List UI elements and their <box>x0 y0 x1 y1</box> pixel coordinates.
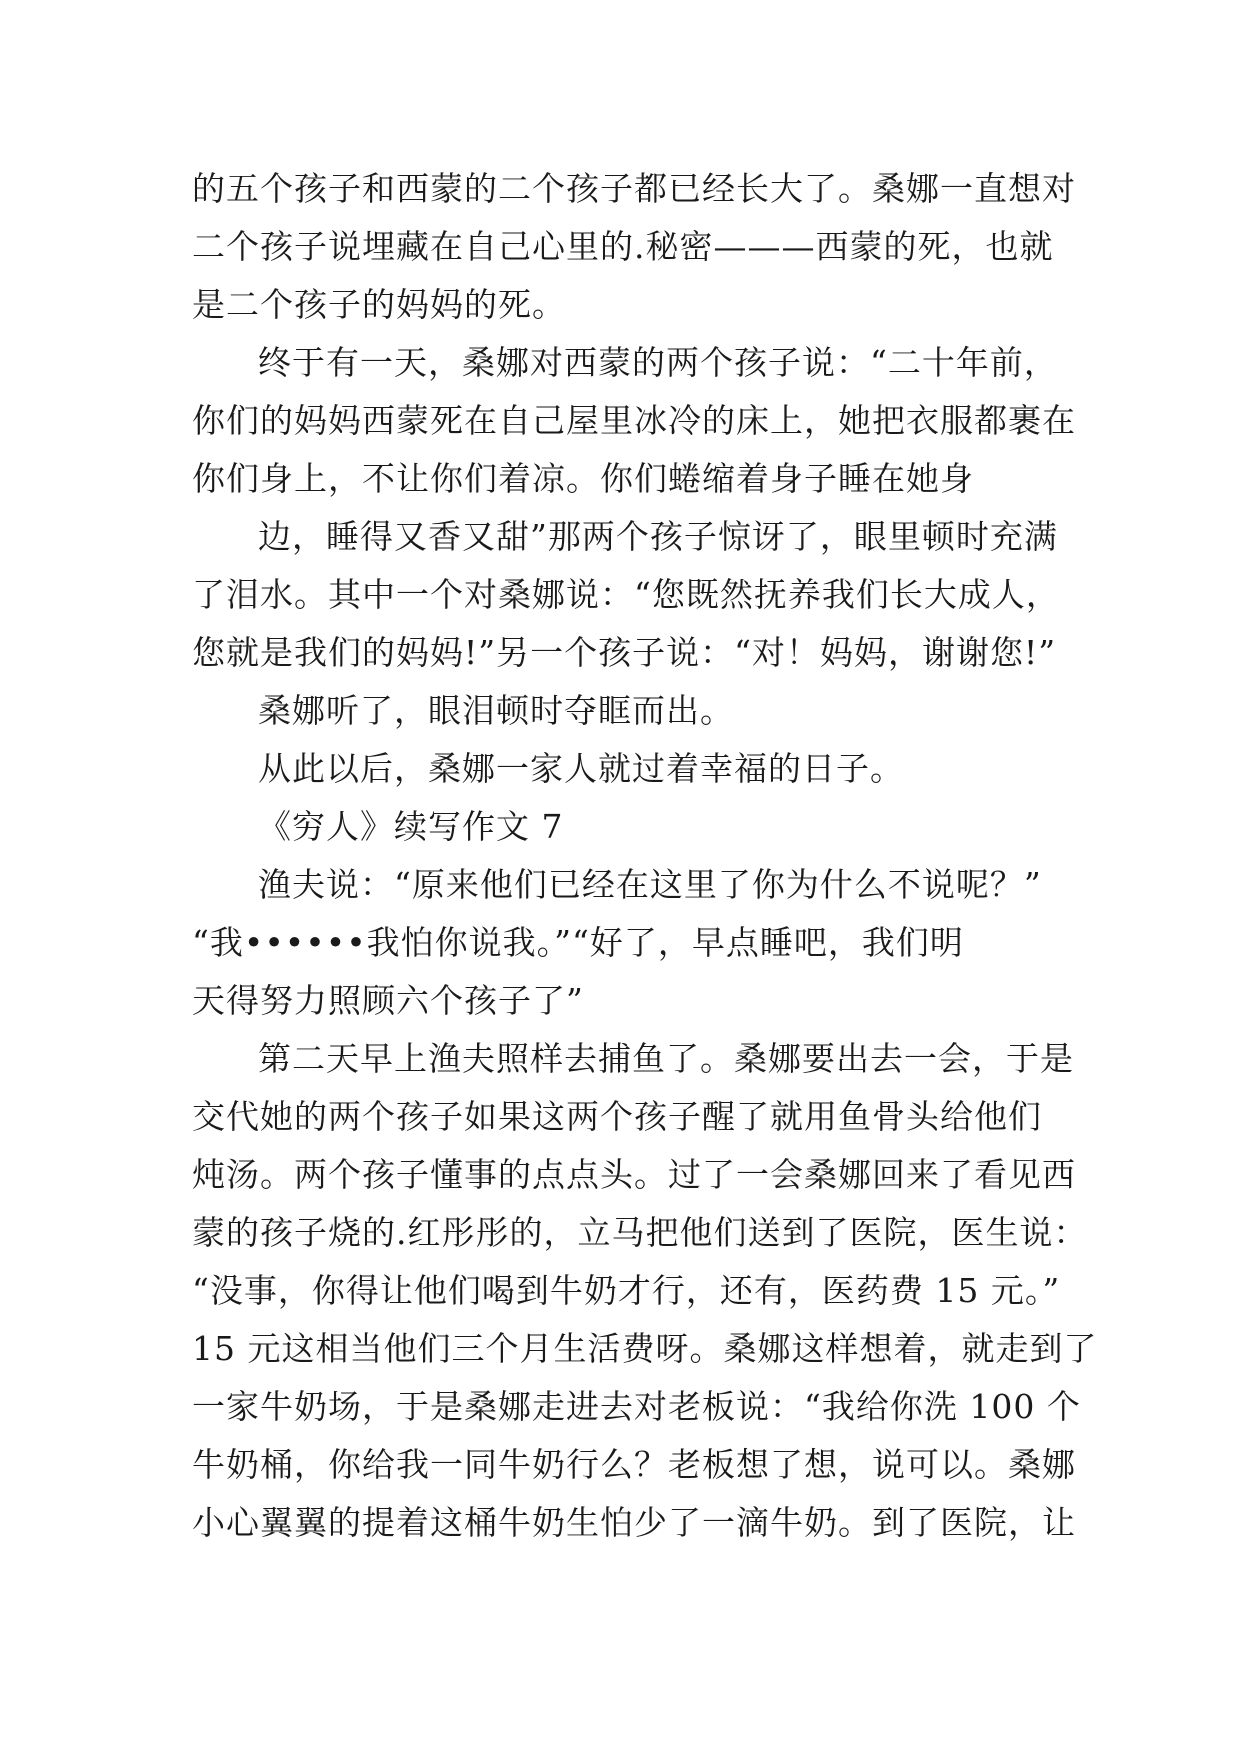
text-line: 一家牛奶场，于是桑娜走进去对老板说：“我给你洗 100 个 <box>192 1387 1081 1426</box>
text-line: 终于有一天，桑娜对西蒙的两个孩子说：“二十年前， <box>258 343 1058 382</box>
text-line: 第二天早上渔夫照样去捕鱼了。桑娜要出去一会，于是 <box>258 1039 1074 1078</box>
text-line: 炖汤。两个孩子懂事的点点头。过了一会桑娜回来了看见西 <box>192 1155 1076 1194</box>
text-line: 边，睡得又香又甜”那两个孩子惊讶了，眼里顿时充满 <box>258 517 1058 556</box>
document-body <box>192 160 1098 1552</box>
text-line: 你们的妈妈西蒙死在自己屋里冰冷的床上，她把衣服都裹在 <box>192 401 1076 440</box>
text-line: 二个孩子说埋藏在自己心里的.秘密———西蒙的死，也就 <box>192 227 1054 266</box>
text-line: 桑娜听了，眼泪顿时夺眶而出。 <box>258 691 734 730</box>
text-line: 天得努力照顾六个孩子了” <box>192 981 584 1020</box>
text-line: “没事，你得让他们喝到牛奶才行，还有，医药费 15 元。” <box>192 1271 1061 1310</box>
text-line: 你们身上，不让你们着凉。你们蜷缩着身子睡在她身 <box>192 459 974 498</box>
text-line: 蒙的孩子烧的.红彤彤的，立马把他们送到了医院，医生说： <box>192 1213 1088 1252</box>
text-line: 小心翼翼的提着这桶牛奶生怕少了一滴牛奶。到了医院，让 <box>192 1503 1076 1542</box>
text-line: “我••••••我怕你说我。”“好了，早点睡吧，我们明 <box>192 923 964 962</box>
text-line: 您就是我们的妈妈!”另一个孩子说：“对！妈妈，谢谢您!” <box>192 633 1057 672</box>
text-line: 了泪水。其中一个对桑娜说：“您既然抚养我们长大成人， <box>192 575 1060 614</box>
text-line: 是二个孩子的妈妈的死。 <box>192 285 566 324</box>
text-line: 牛奶桶，你给我一同牛奶行么？老板想了想，说可以。桑娜 <box>192 1445 1076 1484</box>
text-line: 交代她的两个孩子如果这两个孩子醒了就用鱼骨头给他们 <box>192 1097 1042 1136</box>
text-line: 渔夫说：“原来他们已经在这里了你为什么不说呢？” <box>258 865 1042 904</box>
text-line: 的五个孩子和西蒙的二个孩子都已经长大了。桑娜一直想对 <box>192 169 1076 208</box>
section-heading: 《穷人》续写作文 7 <box>258 807 564 846</box>
text-line: 从此以后，桑娜一家人就过着幸福的日子。 <box>258 749 904 788</box>
text-line: 15 元这相当他们三个月生活费呀。桑娜这样想着，就走到了 <box>192 1329 1098 1368</box>
